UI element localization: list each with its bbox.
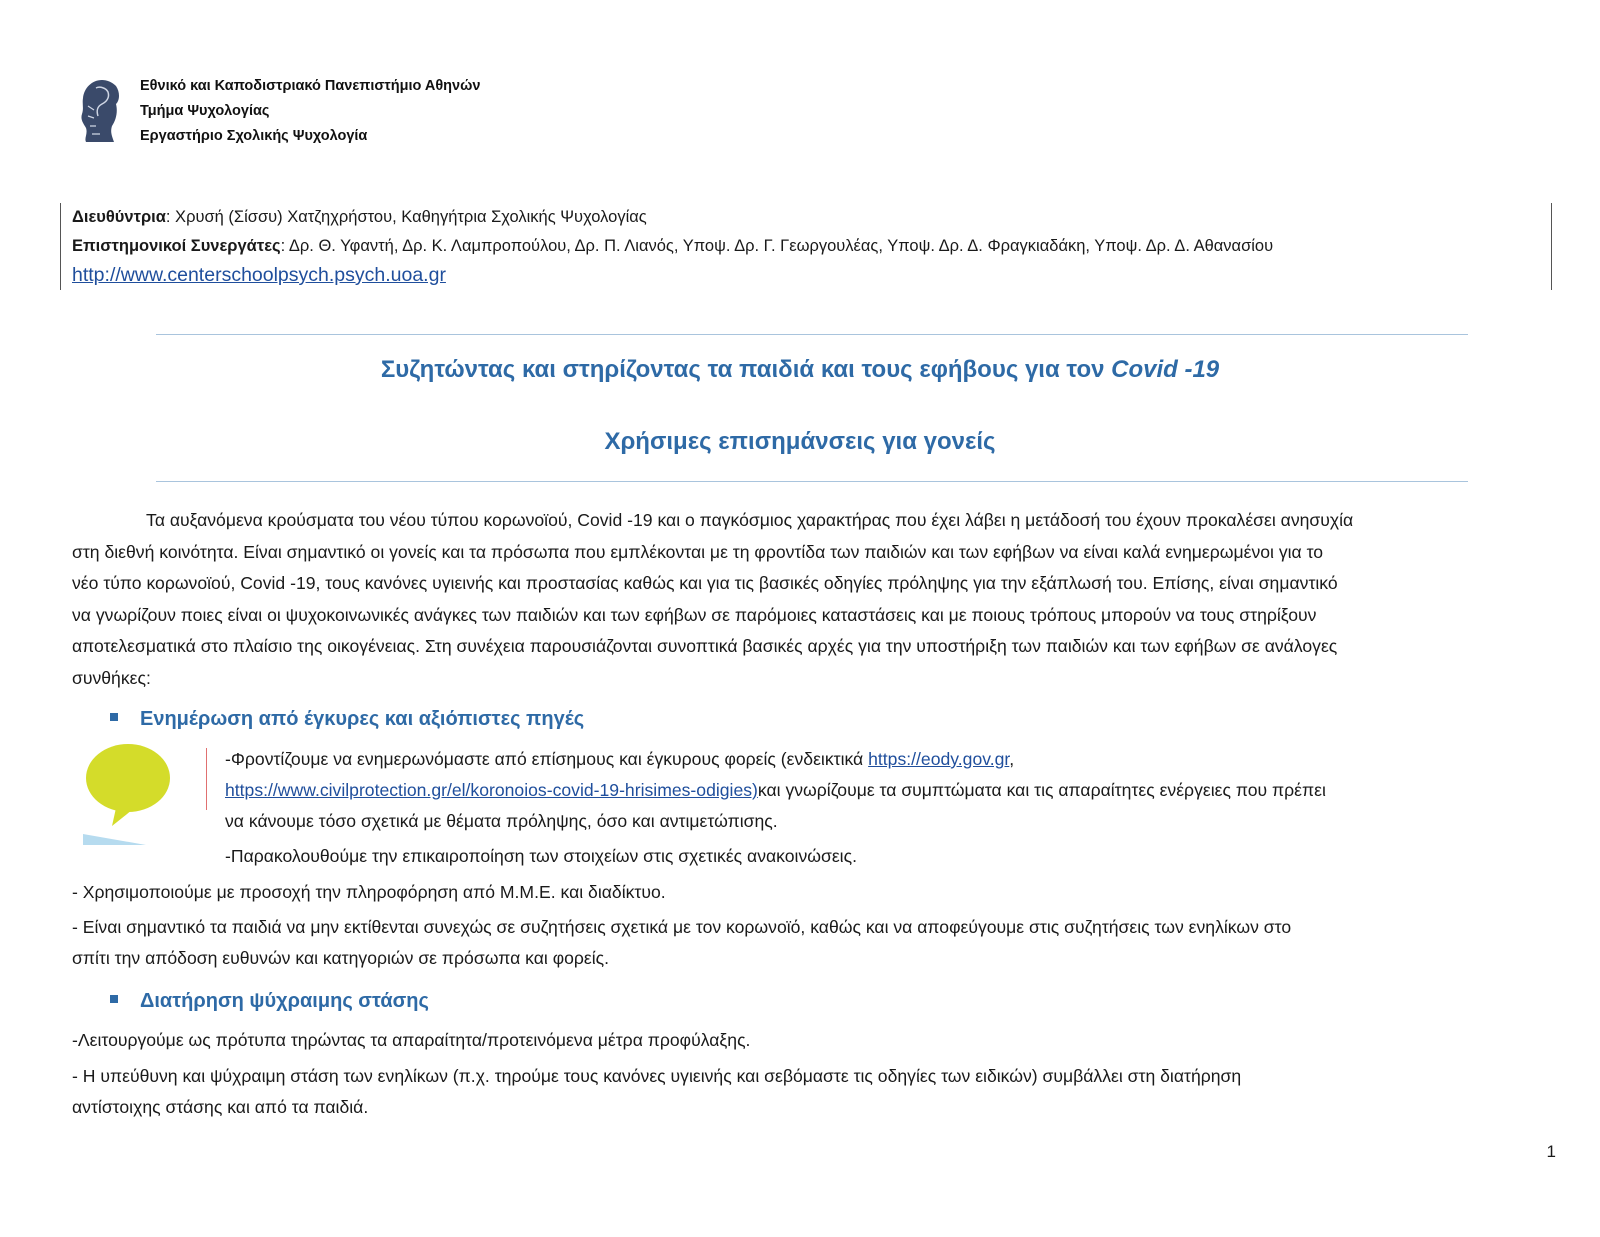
collaborators-label: Επιστημονικοί Συνεργάτες xyxy=(72,237,281,255)
sources-p1-line3: να κάνουμε τόσο σχετικά με θέματα πρόληψης, όσο και αντιμετώπισης. xyxy=(225,811,778,831)
eody-link[interactable]: https://eody.gov.gr xyxy=(868,749,1010,769)
collaborators-line xyxy=(72,232,1273,261)
intro-line: να γνωρίζουν ποιες είναι οι ψυχοκοινωνικές ανάγκες των παιδιών και των εφήβων σε παρόμοιες καταστάσεις και με ποιους τρόπους μπορούν να τους στηρίξουν xyxy=(72,604,1317,625)
square-bullet-icon xyxy=(110,713,118,721)
staff-block xyxy=(72,203,1273,291)
section-heading-sources-text: Ενημέρωση από έγκυρες και αξιόπιστες πηγές xyxy=(140,708,585,730)
intro-line: στη διεθνή κοινότητα. Είναι σημαντικό οι γονείς και τα πρόσωπα που εμπλέκονται με τη φροντίδα των παιδιών και των εφήβων να είναι καλά ενημερωμένοι για το xyxy=(72,541,1324,562)
sources-p1-line1 xyxy=(225,744,1014,776)
main-title xyxy=(0,356,1600,384)
sources-p3: - Χρησιμοποιούμε με προσοχή την πληροφόρηση από Μ.Μ.Ε. και διαδίκτυο. xyxy=(72,882,666,902)
collaborators-text: : Δρ. Θ. Υφαντή, Δρ. Κ. Λαμπροπούλου, Δρ. Π. Λιανός, Υποψ. Δρ. Γ. Γεωργουλέας, Υποψ. Δρ. Δ. Φραγκιαδάκη, Υποψ. Δρ. Δ. Αθανασίου xyxy=(280,237,1274,255)
institution-line-department: Τμήμα Ψυχολογίας xyxy=(140,103,270,119)
section-heading-sources xyxy=(110,708,584,731)
sources-p4-line2: σπίτι την απόδοση ευθυνών και κατηγοριών σε πρόσωπα και φορείς. xyxy=(72,948,610,968)
sources-p4-line1: - Είναι σημαντικό τα παιδιά να μην εκτίθενται συνεχώς σε συζητήσεις σχετικά με τον κορωνοϊό, καθώς και να αποφεύγουμε στις συζητήσεις των ενηλίκων στο xyxy=(72,917,1292,937)
director-line xyxy=(72,203,1273,232)
calm-p1: -Λειτουργούμε ως πρότυπα τηρώντας τα απαραίτητα/προτεινόμενα μέτρα προφύλαξης. xyxy=(72,1030,751,1050)
institution-line-university: Εθνικό και Καποδιστριακό Πανεπιστήμιο Αθηνών xyxy=(140,78,481,94)
sources-p1-rest: και γνωρίζουμε τα συμπτώματα και τις απαραίτητες ενέργειες που πρέπει xyxy=(757,780,1326,800)
speech-bubble-icon xyxy=(80,742,175,850)
sources-p1-text: -Φροντίζουμε να ενημερωνόμαστε από επίσημους και έγκυρους φορείς (ενδεικτικά xyxy=(225,749,869,769)
civilprotection-link[interactable]: https://www.civilprotection.gr/el/koronoios-covid-19-hrisimes-odigies) xyxy=(225,780,758,800)
intro-line: νέο τύπο κορωνοϊού, Covid -19, τους κανόνες υγιεινής και προστασίας καθώς και για τις βασικές οδηγίες πρόληψης για την εξάπλωσή του. Επίσης, είναι σημαντικό xyxy=(72,573,1338,593)
title-rule-top xyxy=(156,334,1468,335)
director-text: : Χρυσή (Σίσσυ) Χατζηχρήστου, Καθηγήτρια Σχολικής Ψυχολογίας xyxy=(165,208,647,226)
title-rule-bottom xyxy=(156,481,1468,482)
subtitle: Χρήσιμες επισημάνσεις για γονείς xyxy=(604,428,996,455)
quote-bar xyxy=(206,748,207,810)
website-link[interactable]: http://www.centerschoolpsych.psych.uoa.gr xyxy=(72,264,446,286)
director-label: Διευθύντρια xyxy=(72,208,166,226)
staff-frame-left xyxy=(60,203,61,290)
section-heading-calm xyxy=(110,990,429,1013)
intro-line: συνθήκες: xyxy=(72,667,151,688)
intro-paragraph xyxy=(72,505,1558,694)
main-title-italic: Covid -19 xyxy=(1111,356,1220,383)
intro-line: Τα αυξανόμενα κρούσματα του νέου τύπου κορωνοϊού, Covid -19 και ο παγκόσμιος χαρακτήρας που έχει λάβει η μετάδοσή του έχουν προκαλέσει ανησυχία xyxy=(146,510,1354,530)
section-heading-calm-text: Διατήρηση ψύχραιμης στάσης xyxy=(140,990,429,1012)
institution-line-lab: Εργαστήριο Σχολικής Ψυχολογία xyxy=(140,128,368,144)
calm-p2-line2: αντίστοιχης στάσης και από τα παιδιά. xyxy=(72,1097,369,1117)
staff-frame-right xyxy=(1551,203,1552,290)
athena-head-logo-icon xyxy=(74,76,124,146)
intro-line: αποτελεσματικά στο πλαίσιο της οικογένειας. Στη συνέχεια παρουσιάζονται συνοπτικά βασικές αρχές για την υποστήριξη των παιδιών και των εφήβων σε ανάλογες xyxy=(72,636,1338,656)
main-title-text: Συζητώντας και στηρίζοντας τα παιδιά και τους εφήβους για τον xyxy=(380,356,1112,383)
sources-p1-comma: , xyxy=(1009,749,1015,769)
square-bullet-icon xyxy=(110,995,118,1003)
calm-p2-line1: - Η υπεύθυνη και ψύχραιμη στάση των ενηλίκων (π.χ. τηρούμε τους κανόνες υγιεινής και σεβόμαστε τις οδηγίες των ειδικών) συμβάλλει στη διατήρηση xyxy=(72,1066,1242,1086)
sources-p1-line2 xyxy=(225,775,1326,807)
institution-block xyxy=(140,74,480,149)
page-number: 1 xyxy=(1546,1142,1556,1161)
sources-p2: -Παρακολουθούμε την επικαιροποίηση των στοιχείων στις σχετικές ανακοινώσεις. xyxy=(225,846,857,866)
